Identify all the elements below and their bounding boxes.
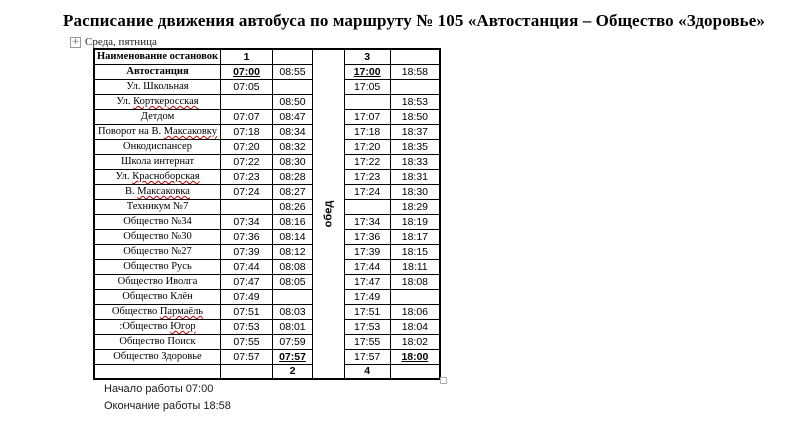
table-row bbox=[94, 124, 440, 139]
footer-col1 bbox=[221, 364, 273, 379]
time-c1: 07:24 bbox=[221, 184, 273, 199]
time-c4: 18:17 bbox=[390, 229, 440, 244]
time-c1: 07:00 bbox=[221, 64, 273, 79]
work-end-note: Окончание работы 18:58 bbox=[104, 400, 231, 412]
time-c3: 17:18 bbox=[344, 124, 390, 139]
time-c2: 08:05 bbox=[273, 274, 313, 289]
time-c4: 18:35 bbox=[390, 139, 440, 154]
stop-name bbox=[94, 94, 221, 109]
table-row bbox=[94, 229, 440, 244]
time-c4: 18:11 bbox=[390, 259, 440, 274]
lunch-cell bbox=[313, 49, 345, 379]
time-c4: 18:33 bbox=[390, 154, 440, 169]
stop-name-text: Ул. Школьная bbox=[126, 81, 189, 92]
time-c2: 08:12 bbox=[273, 244, 313, 259]
table-row bbox=[94, 94, 440, 109]
footer-col2: 2 bbox=[273, 364, 313, 379]
table-row bbox=[94, 199, 440, 214]
time-c1: 07:36 bbox=[221, 229, 273, 244]
stop-name bbox=[94, 244, 221, 259]
stop-name bbox=[94, 214, 221, 229]
time-c3: 17:07 bbox=[344, 109, 390, 124]
stop-name bbox=[94, 139, 221, 154]
stop-name bbox=[94, 154, 221, 169]
time-c4: 18:37 bbox=[390, 124, 440, 139]
time-c2: 08:27 bbox=[273, 184, 313, 199]
table-header-row bbox=[94, 49, 440, 64]
stop-name bbox=[94, 64, 221, 79]
stop-name bbox=[94, 169, 221, 184]
stop-name bbox=[94, 259, 221, 274]
table-row bbox=[94, 154, 440, 169]
work-hours-notes bbox=[104, 381, 231, 415]
stop-name-text: Общество №34 bbox=[123, 216, 192, 227]
stop-name-text: Общество Иволга bbox=[117, 276, 198, 287]
table-resize-handle[interactable] bbox=[440, 377, 447, 384]
time-c1: 07:18 bbox=[221, 124, 273, 139]
time-c1: 07:49 bbox=[221, 289, 273, 304]
stop-name-text: Автостанция bbox=[126, 66, 189, 77]
time-c4: 18:29 bbox=[390, 199, 440, 214]
stop-name-text: :Общество bbox=[119, 321, 171, 332]
time-c3 bbox=[344, 94, 390, 109]
stop-name-text: В. bbox=[125, 186, 138, 197]
stop-name-text: Школа интернат bbox=[120, 156, 195, 167]
stop-name bbox=[94, 274, 221, 289]
table-row bbox=[94, 289, 440, 304]
time-c4: 18:53 bbox=[390, 94, 440, 109]
time-c3: 17:23 bbox=[344, 169, 390, 184]
time-c3: 17:51 bbox=[344, 304, 390, 319]
table-move-handle-icon[interactable]: + bbox=[71, 36, 80, 47]
time-c4: 18:02 bbox=[390, 334, 440, 349]
time-c2: 08:47 bbox=[273, 109, 313, 124]
spellcheck-squiggle-word: Югор bbox=[170, 321, 196, 332]
schedule-table-body bbox=[94, 49, 440, 379]
time-c3: 17:39 bbox=[344, 244, 390, 259]
table-row bbox=[94, 64, 440, 79]
time-c3: 17:44 bbox=[344, 259, 390, 274]
table-row bbox=[94, 184, 440, 199]
time-c4: 18:00 bbox=[390, 349, 440, 364]
time-c2: 07:59 bbox=[273, 334, 313, 349]
table-row bbox=[94, 319, 440, 334]
time-c1: 07:05 bbox=[221, 79, 273, 94]
stop-name bbox=[94, 304, 221, 319]
time-c2: 08:26 bbox=[273, 199, 313, 214]
time-c4: 18:04 bbox=[390, 319, 440, 334]
stop-name-text: Общество bbox=[111, 306, 160, 317]
stop-name-text: Детдом bbox=[140, 111, 175, 122]
time-c1: 07:53 bbox=[221, 319, 273, 334]
stop-name-text: Поворот на В. bbox=[98, 126, 164, 137]
time-c4: 18:06 bbox=[390, 304, 440, 319]
time-c1: 07:34 bbox=[221, 214, 273, 229]
time-c2: 08:03 bbox=[273, 304, 313, 319]
table-row bbox=[94, 304, 440, 319]
time-c2: 08:16 bbox=[273, 214, 313, 229]
time-c3: 17:00 bbox=[344, 64, 390, 79]
time-c1: 07:51 bbox=[221, 304, 273, 319]
stop-name-text: Общество №27 bbox=[123, 246, 192, 257]
stop-name bbox=[94, 79, 221, 94]
time-c1: 07:20 bbox=[221, 139, 273, 154]
spellcheck-squiggle-word: Корткеросская bbox=[133, 96, 199, 107]
time-c3 bbox=[344, 199, 390, 214]
time-c1: 07:07 bbox=[221, 109, 273, 124]
time-c4: 18:30 bbox=[390, 184, 440, 199]
time-c2 bbox=[273, 289, 313, 304]
time-c3: 17:57 bbox=[344, 349, 390, 364]
table-row bbox=[94, 139, 440, 154]
stop-name-text: Общество №30 bbox=[123, 231, 192, 242]
time-c4: 18:58 bbox=[390, 64, 440, 79]
table-row bbox=[94, 109, 440, 124]
time-c4 bbox=[390, 289, 440, 304]
time-c3: 17:53 bbox=[344, 319, 390, 334]
time-c2: 08:50 bbox=[273, 94, 313, 109]
time-c4: 18:50 bbox=[390, 109, 440, 124]
schedule-title: Расписание движения автобуса по маршруту № 105 «Автостанция – Общество «Здоровье» bbox=[62, 11, 766, 30]
spellcheck-squiggle-word: Максаковку bbox=[163, 126, 217, 137]
days-label: Среда, пятница bbox=[85, 36, 157, 48]
time-c3: 17:36 bbox=[344, 229, 390, 244]
spellcheck-squiggle-word: Пармаёль bbox=[159, 306, 204, 317]
time-c3: 17:24 bbox=[344, 184, 390, 199]
table-row bbox=[94, 274, 440, 289]
time-c4: 18:19 bbox=[390, 214, 440, 229]
table-row bbox=[94, 334, 440, 349]
header-col4 bbox=[390, 49, 440, 64]
header-col3: 3 bbox=[344, 49, 390, 64]
time-c4: 18:31 bbox=[390, 169, 440, 184]
stop-name-text: Общество Поиск bbox=[119, 336, 196, 347]
time-c2: 08:08 bbox=[273, 259, 313, 274]
header-col2 bbox=[273, 49, 313, 64]
lunch-label: обед bbox=[322, 200, 335, 228]
stop-name-text: Техникум №7 bbox=[126, 201, 189, 212]
table-row bbox=[94, 214, 440, 229]
stop-name-text: Ул. bbox=[116, 96, 134, 107]
time-c1: 07:57 bbox=[221, 349, 273, 364]
time-c3: 17:20 bbox=[344, 139, 390, 154]
table-row bbox=[94, 79, 440, 94]
time-c3: 17:49 bbox=[344, 289, 390, 304]
time-c2: 08:34 bbox=[273, 124, 313, 139]
table-row bbox=[94, 169, 440, 184]
time-c3: 17:22 bbox=[344, 154, 390, 169]
time-c2 bbox=[273, 79, 313, 94]
table-footer-row bbox=[94, 364, 440, 379]
schedule-table bbox=[93, 48, 441, 380]
time-c3: 17:05 bbox=[344, 79, 390, 94]
spellcheck-squiggle-word: Красноборская bbox=[132, 171, 200, 182]
stop-name bbox=[94, 319, 221, 334]
time-c3: 17:47 bbox=[344, 274, 390, 289]
time-c1: 07:55 bbox=[221, 334, 273, 349]
table-row bbox=[94, 349, 440, 364]
time-c1: 07:44 bbox=[221, 259, 273, 274]
stop-name bbox=[94, 349, 221, 364]
work-start-note: Начало работы 07:00 bbox=[104, 383, 214, 395]
stop-name bbox=[94, 229, 221, 244]
days-row bbox=[70, 36, 157, 48]
time-c1: 07:23 bbox=[221, 169, 273, 184]
time-c1: 07:39 bbox=[221, 244, 273, 259]
stop-name bbox=[94, 199, 221, 214]
time-c2: 08:55 bbox=[273, 64, 313, 79]
table-row bbox=[94, 244, 440, 259]
time-c4 bbox=[390, 79, 440, 94]
time-c1: 07:47 bbox=[221, 274, 273, 289]
time-c2: 07:57 bbox=[273, 349, 313, 364]
time-c2: 08:32 bbox=[273, 139, 313, 154]
stop-name bbox=[94, 334, 221, 349]
stop-name-text: Общество Клён bbox=[122, 291, 193, 302]
stop-name bbox=[94, 289, 221, 304]
time-c3: 17:34 bbox=[344, 214, 390, 229]
time-c2: 08:14 bbox=[273, 229, 313, 244]
time-c3: 17:55 bbox=[344, 334, 390, 349]
spellcheck-squiggle-word: Максаковка bbox=[137, 186, 190, 197]
stop-name bbox=[94, 109, 221, 124]
time-c2: 08:30 bbox=[273, 154, 313, 169]
footer-stops bbox=[94, 364, 221, 379]
header-col1: 1 bbox=[221, 49, 273, 64]
schedule-table-wrapper bbox=[93, 48, 441, 380]
stop-name bbox=[94, 124, 221, 139]
time-c4: 18:15 bbox=[390, 244, 440, 259]
time-c1: 07:22 bbox=[221, 154, 273, 169]
footer-col4: 4 bbox=[344, 364, 390, 379]
stop-name-text: Ул. bbox=[115, 171, 133, 182]
stop-name-text: Онкодиспансер bbox=[123, 141, 192, 152]
time-c1 bbox=[221, 199, 273, 214]
time-c1 bbox=[221, 94, 273, 109]
stop-name-text: Общество Здоровье bbox=[113, 351, 202, 362]
time-c4: 18:08 bbox=[390, 274, 440, 289]
time-c2: 08:28 bbox=[273, 169, 313, 184]
time-c2: 08:01 bbox=[273, 319, 313, 334]
header-stops: Наименование остановок bbox=[94, 49, 221, 64]
stop-name bbox=[94, 184, 221, 199]
stop-name-text: Общество Русь bbox=[123, 261, 192, 272]
table-row bbox=[94, 259, 440, 274]
